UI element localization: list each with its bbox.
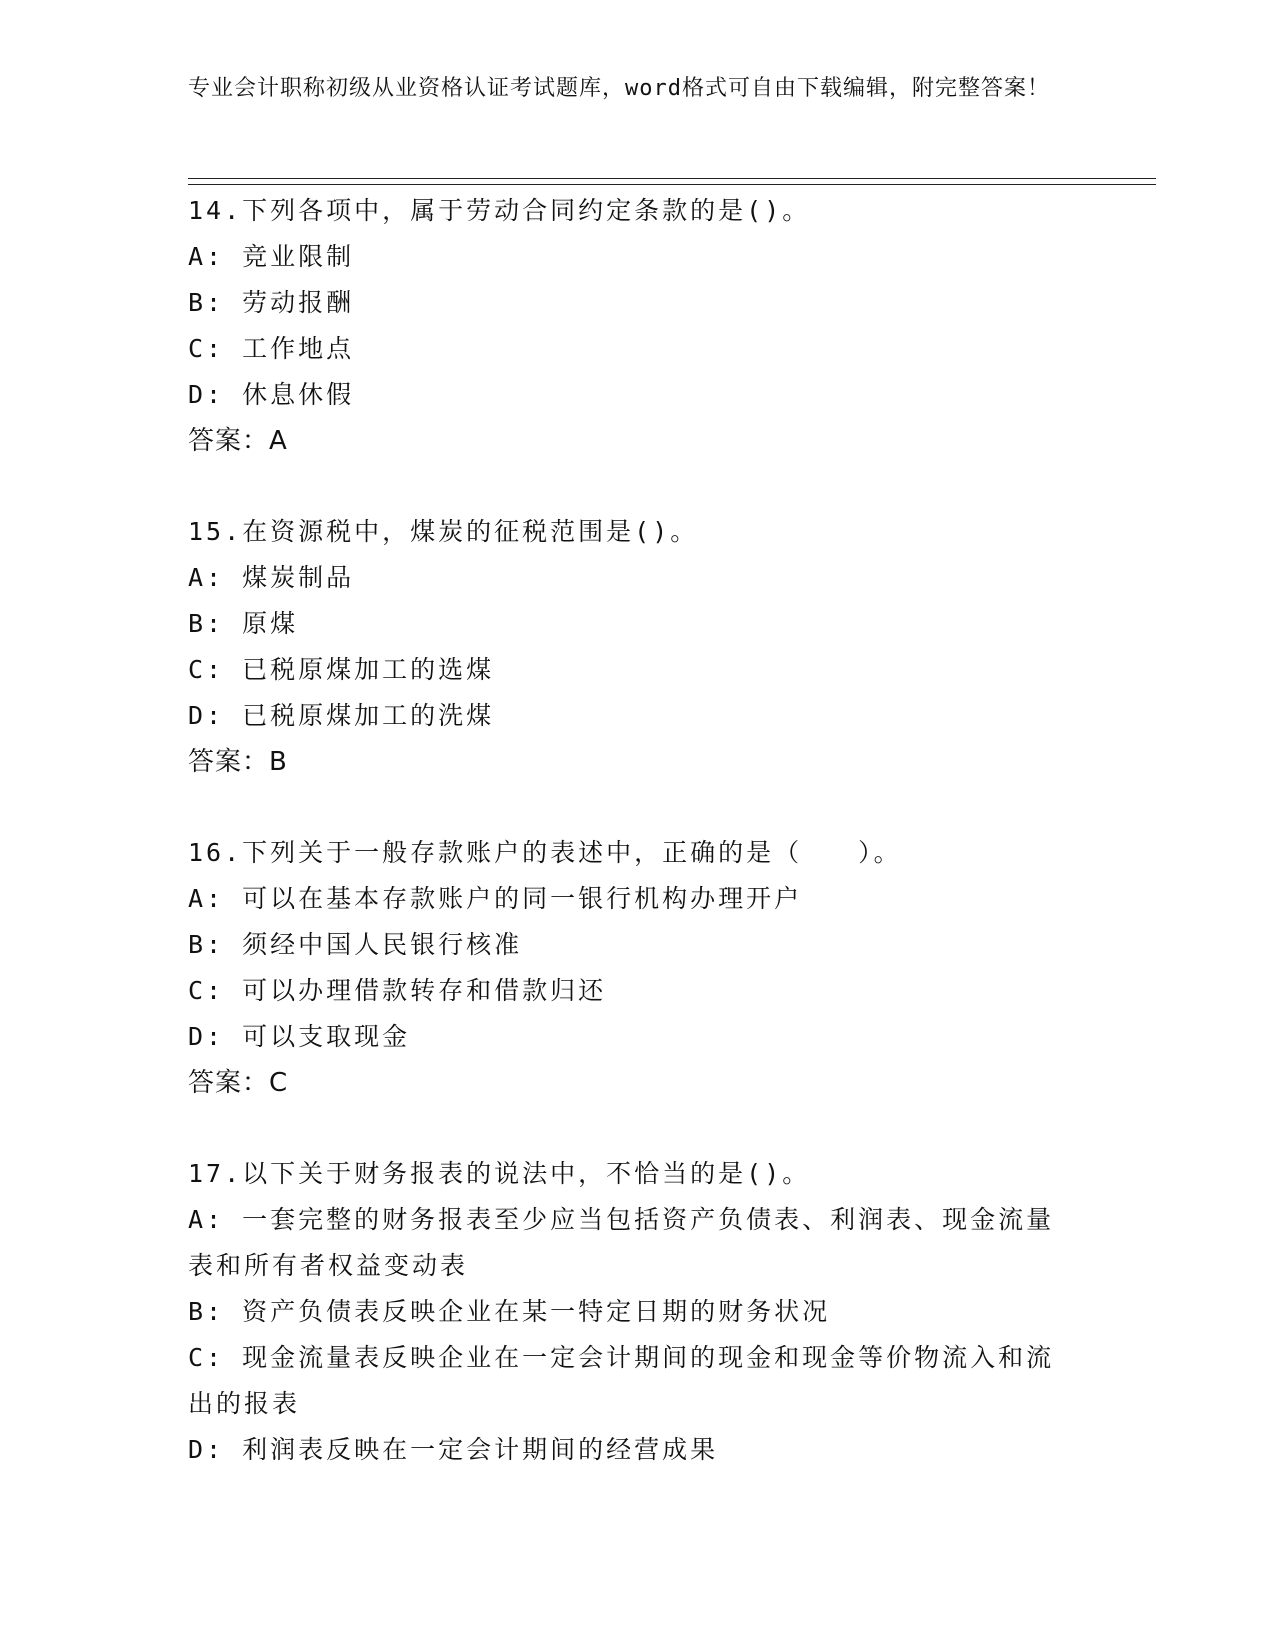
question-stem bbox=[188, 188, 1088, 234]
answer-line: 答案：C bbox=[188, 1068, 289, 1098]
question-number: 15. bbox=[188, 517, 243, 546]
option-text: 竞业限制 bbox=[242, 242, 355, 271]
document-header: 专业会计职称初级从业资格认证考试题库，word格式可自由下载编辑，附完整答案！ bbox=[188, 76, 1050, 101]
option-a bbox=[188, 234, 1088, 280]
question-number: 16. bbox=[188, 838, 243, 867]
question-text: 下列关于一般存款账户的表述中，正确的是（ ）。 bbox=[242, 838, 902, 867]
option-b bbox=[188, 922, 1088, 968]
option-b bbox=[188, 601, 1088, 647]
option-label: C: bbox=[188, 655, 225, 684]
option-label: A: bbox=[188, 1205, 225, 1234]
option-b bbox=[188, 280, 1088, 326]
header-divider-bottom bbox=[188, 184, 1156, 185]
option-label: B: bbox=[188, 288, 225, 317]
option-label: D: bbox=[188, 1435, 225, 1464]
header-divider-top bbox=[188, 178, 1156, 179]
question-17 bbox=[188, 1151, 1088, 1473]
option-text: 现金流量表反映企业在一定会计期间的现金和现金等价物流入和流出的报表 bbox=[188, 1343, 1055, 1418]
option-label: C: bbox=[188, 976, 225, 1005]
option-label: A: bbox=[188, 563, 225, 592]
option-d bbox=[188, 372, 1088, 418]
option-c bbox=[188, 968, 1088, 1014]
option-text: 劳动报酬 bbox=[242, 288, 355, 317]
question-15 bbox=[188, 509, 1088, 785]
question-stem bbox=[188, 509, 1088, 555]
option-label: B: bbox=[188, 1297, 225, 1326]
option-text: 利润表反映在一定会计期间的经营成果 bbox=[242, 1435, 719, 1464]
option-label: B: bbox=[188, 930, 225, 959]
option-c bbox=[188, 1335, 1068, 1427]
answer-line: 答案：A bbox=[188, 426, 288, 456]
option-text: 工作地点 bbox=[242, 334, 355, 363]
option-b bbox=[188, 1289, 1068, 1335]
question-text: 在资源税中，煤炭的征税范围是()。 bbox=[242, 517, 699, 546]
question-stem bbox=[188, 1151, 1088, 1197]
option-label: B: bbox=[188, 609, 225, 638]
option-d bbox=[188, 1014, 1088, 1060]
option-label: D: bbox=[188, 1022, 225, 1051]
option-text: 煤炭制品 bbox=[242, 563, 355, 592]
option-text: 可以办理借款转存和借款归还 bbox=[242, 976, 607, 1005]
option-text: 可以支取现金 bbox=[242, 1022, 411, 1051]
option-c bbox=[188, 326, 1088, 372]
question-text: 下列各项中，属于劳动合同约定条款的是()。 bbox=[242, 196, 811, 225]
option-text: 已税原煤加工的洗煤 bbox=[242, 701, 495, 730]
answer-line: 答案：B bbox=[188, 747, 288, 777]
question-stem bbox=[188, 830, 1088, 876]
option-d bbox=[188, 1427, 1068, 1473]
question-16 bbox=[188, 830, 1088, 1106]
option-a bbox=[188, 1197, 1068, 1289]
option-text: 须经中国人民银行核准 bbox=[242, 930, 523, 959]
option-label: C: bbox=[188, 1343, 225, 1372]
option-text: 已税原煤加工的选煤 bbox=[242, 655, 495, 684]
option-label: C: bbox=[188, 334, 225, 363]
question-list bbox=[188, 188, 1088, 1518]
option-label: D: bbox=[188, 380, 225, 409]
option-d bbox=[188, 693, 1088, 739]
question-number: 14. bbox=[188, 196, 243, 225]
question-text: 以下关于财务报表的说法中，不恰当的是()。 bbox=[242, 1159, 811, 1188]
option-text: 休息休假 bbox=[242, 380, 355, 409]
option-text: 原煤 bbox=[242, 609, 299, 638]
option-c bbox=[188, 647, 1088, 693]
question-14 bbox=[188, 188, 1088, 464]
option-text: 可以在基本存款账户的同一银行机构办理开户 bbox=[242, 884, 803, 913]
option-text: 一套完整的财务报表至少应当包括资产负债表、利润表、现金流量表和所有者权益变动表 bbox=[188, 1205, 1055, 1280]
option-label: A: bbox=[188, 884, 225, 913]
option-a bbox=[188, 555, 1088, 601]
option-text: 资产负债表反映企业在某一特定日期的财务状况 bbox=[242, 1297, 831, 1326]
option-a bbox=[188, 876, 1088, 922]
question-number: 17. bbox=[188, 1159, 243, 1188]
option-label: D: bbox=[188, 701, 225, 730]
option-label: A: bbox=[188, 242, 225, 271]
